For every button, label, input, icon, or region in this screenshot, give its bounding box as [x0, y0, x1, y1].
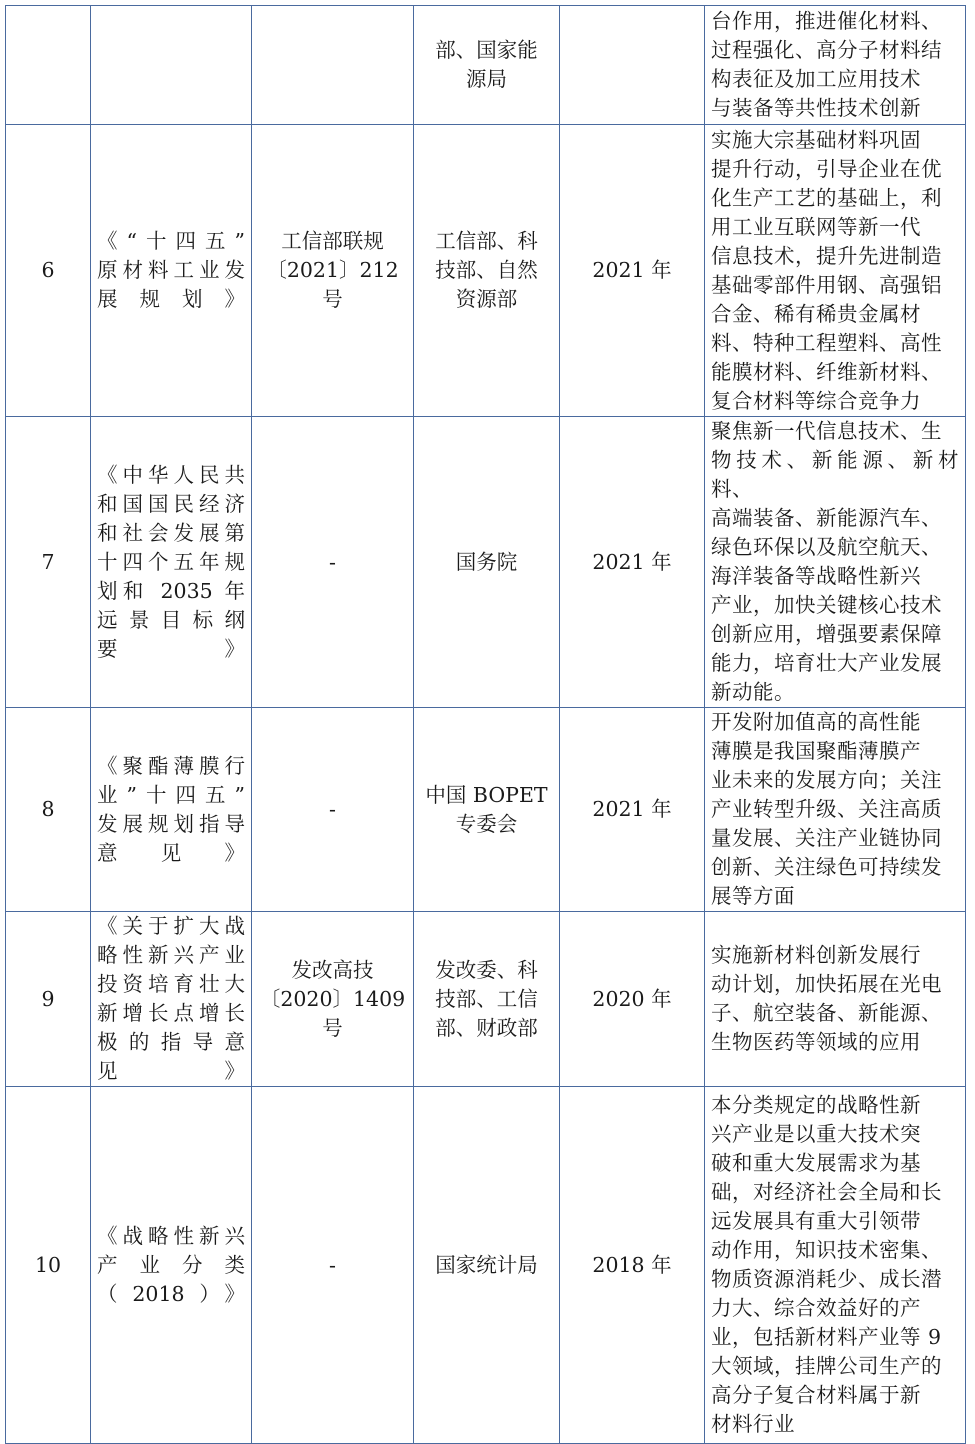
- policy-title-line: 《战略性新兴: [97, 1223, 245, 1248]
- policy-content-line: 复合材料等综合竞争力: [711, 388, 921, 413]
- policy-table: [5, 5, 966, 1444]
- row-number: 10: [6, 1087, 91, 1444]
- policy-content-line: 物技术、新能源、新材料、: [711, 448, 959, 501]
- policy-content-line: 破和重大发展需求为基: [711, 1151, 921, 1175]
- policy-content-line: 能膜材料、纤维新材料、: [711, 359, 942, 384]
- row-number: 6: [6, 125, 91, 417]
- issue-year: 2021 年: [560, 125, 705, 417]
- policy-content-line: 创新、关注绿色可持续发: [711, 855, 942, 879]
- table-row: [6, 125, 966, 417]
- policy-content-line: 大领域，挂牌公司生产的: [711, 1354, 942, 1378]
- table-row: [6, 417, 966, 708]
- document-number-line: 工信部联规: [281, 229, 384, 253]
- issuing-department-line: 技部、自然: [435, 258, 538, 282]
- policy-content-line: 础，对经济社会全局和长: [711, 1180, 942, 1204]
- policy-content-line: 创新应用，增强要素保障: [711, 622, 942, 646]
- policy-content-line: 台作用，推进催化材料、: [711, 9, 942, 33]
- policy-content: [705, 417, 966, 708]
- policy-title-line: 十四个五年规: [97, 549, 245, 574]
- policy-title-line: 划和 2035 年: [97, 578, 245, 603]
- policy-title: [91, 417, 252, 708]
- policy-title: [91, 1087, 252, 1444]
- issuing-department-line: 技部、工信: [435, 986, 538, 1011]
- policy-content-line: 合金、稀有稀贵金属材: [711, 301, 921, 326]
- policy-title-line: 《聚酯薄膜行: [97, 753, 245, 778]
- policy-content: [705, 912, 966, 1087]
- policy-table-body: [6, 6, 966, 1444]
- issuing-department-line: 资源部: [455, 287, 518, 311]
- policy-content-line: 高分子复合材料属于新: [711, 1383, 921, 1407]
- policy-content-line: 实施大宗基础材料巩固: [711, 127, 921, 152]
- policy-content-line: 本分类规定的战略性新: [711, 1093, 921, 1117]
- document-number-line: 发改高技: [291, 957, 374, 982]
- policy-title-line: 意见》: [97, 840, 245, 865]
- table-row: [6, 1087, 966, 1444]
- policy-title-line: 略性新兴产业: [97, 943, 245, 967]
- issuing-department: [414, 708, 560, 912]
- issuing-department: [414, 1087, 560, 1444]
- issuing-department: [414, 912, 560, 1087]
- policy-title-line: 和国国民经济: [97, 491, 245, 516]
- document-number: [252, 417, 414, 708]
- issuing-department-line: 发改委、科: [435, 957, 538, 982]
- policy-title: [91, 6, 252, 125]
- issuing-department-line: 源局: [466, 67, 507, 91]
- policy-content-line: 薄膜是我国聚酯薄膜产: [711, 739, 921, 763]
- policy-title-line: 《“十四五”: [97, 229, 245, 253]
- policy-title: [91, 912, 252, 1087]
- policy-content-line: 物质资源消耗少、成长潜: [711, 1267, 942, 1291]
- policy-content-line: 材料行业: [711, 1412, 795, 1436]
- document-number-line: 号: [322, 1015, 343, 1040]
- policy-content-line: 动计划，加快拓展在光电: [711, 972, 942, 996]
- table-row: [6, 912, 966, 1087]
- policy-content-line: 聚焦新一代信息技术、生: [711, 419, 942, 443]
- policy-title-line: 极的指导意: [97, 1030, 245, 1054]
- policy-content-line: 远发展具有重大引领带: [711, 1209, 921, 1233]
- policy-content-line: 绿色环保以及航空航天、: [711, 535, 942, 559]
- issuing-department-line: 国家统计局: [435, 1252, 538, 1277]
- policy-content-line: 能力，培育壮大产业发展: [711, 651, 942, 675]
- policy-content-line: 产业，加快关键核心技术: [711, 593, 942, 617]
- policy-content-line: 构表征及加工应用技术: [711, 67, 921, 91]
- policy-title-line: 新增长点增长: [97, 1001, 245, 1025]
- issuing-department-line: 国务院: [455, 549, 518, 574]
- issuing-department: [414, 125, 560, 417]
- policy-title-line: （2018）》: [97, 1281, 245, 1306]
- policy-content-line: 海洋装备等战略性新兴: [711, 564, 921, 588]
- policy-content-line: 生物医药等领域的应用: [711, 1030, 921, 1054]
- policy-title: [91, 125, 252, 417]
- issue-year: 2020 年: [560, 912, 705, 1087]
- document-number: [252, 6, 414, 125]
- policy-content-line: 产业转型升级、关注高质: [711, 797, 942, 821]
- issue-year: 2018 年: [560, 1087, 705, 1444]
- policy-content-line: 实施新材料创新发展行: [711, 943, 921, 967]
- policy-title-line: 原材料工业发: [97, 258, 245, 282]
- policy-title-line: 发展规划指导: [97, 811, 245, 836]
- policy-content-line: 过程强化、高分子材料结: [711, 38, 942, 62]
- document-number-line: 号: [322, 287, 343, 311]
- policy-content: [705, 1087, 966, 1444]
- issuing-department-line: 中国 BOPET: [425, 782, 548, 807]
- policy-content: [705, 125, 966, 417]
- issuing-department-line: 部、国家能: [435, 38, 538, 62]
- row-number: 8: [6, 708, 91, 912]
- document-number-line: -: [329, 549, 336, 574]
- issue-year: 2021 年: [560, 708, 705, 912]
- policy-title: [91, 708, 252, 912]
- policy-content: [705, 6, 966, 125]
- policy-content-line: 料、特种工程塑料、高性: [711, 330, 942, 355]
- document-number-line: 〔2021〕212: [266, 258, 399, 282]
- policy-title-line: 投资培育壮大: [97, 972, 245, 996]
- policy-content-line: 子、航空装备、新能源、: [711, 1001, 942, 1025]
- issuing-department: [414, 417, 560, 708]
- document-number: [252, 708, 414, 912]
- policy-content-line: 用工业互联网等新一代: [711, 214, 921, 239]
- table-row: [6, 708, 966, 912]
- policy-title-line: 要》: [97, 636, 245, 661]
- policy-content-line: 展等方面: [711, 884, 795, 908]
- policy-title-line: 远景目标纲: [97, 607, 245, 632]
- policy-title-line: 《中华人民共: [97, 462, 245, 487]
- policy-title-line: 见》: [97, 1059, 245, 1083]
- document-number: [252, 1087, 414, 1444]
- row-number: [6, 6, 91, 125]
- document-number: [252, 125, 414, 417]
- policy-content-line: 开发附加值高的高性能: [711, 710, 921, 734]
- policy-content-line: 新动能。: [711, 680, 795, 704]
- document-number-line: 〔2020〕1409: [259, 986, 406, 1011]
- policy-content-line: 高端装备、新能源汽车、: [711, 506, 942, 530]
- policy-title-line: 《关于扩大战: [97, 914, 245, 938]
- policy-content-line: 业未来的发展方向；关注: [711, 768, 942, 792]
- policy-content-line: 业，包括新材料产业等 9: [711, 1325, 942, 1349]
- table-row: [6, 6, 966, 125]
- policy-content-line: 提升行动，引导企业在优: [711, 156, 942, 181]
- issuing-department-line: 部、财政部: [435, 1015, 538, 1040]
- policy-content-line: 兴产业是以重大技术突: [711, 1122, 921, 1146]
- issuing-department: [414, 6, 560, 125]
- policy-content-line: 量发展、关注产业链协同: [711, 826, 942, 850]
- row-number: 9: [6, 912, 91, 1087]
- policy-title-line: 展规划》: [97, 287, 245, 311]
- policy-title-line: 和社会发展第: [97, 520, 245, 545]
- row-number: 7: [6, 417, 91, 708]
- issuing-department-line: 专委会: [455, 811, 518, 836]
- document-number-line: -: [329, 1252, 336, 1277]
- document-number-line: -: [329, 797, 336, 821]
- policy-title-line: 产业分类: [97, 1252, 245, 1277]
- policy-title-line: 业”十四五”: [97, 782, 245, 807]
- policy-content-line: 信息技术，提升先进制造: [711, 243, 942, 268]
- policy-content-line: 力大、综合效益好的产: [711, 1296, 921, 1320]
- policy-content-line: 化生产工艺的基础上，利: [711, 185, 942, 210]
- issue-year: 2021 年: [560, 417, 705, 708]
- policy-content-line: 与装备等共性技术创新: [711, 96, 921, 120]
- document-number: [252, 912, 414, 1087]
- issuing-department-line: 工信部、科: [435, 229, 538, 253]
- policy-content-line: 基础零部件用钢、高强铝: [711, 272, 942, 297]
- policy-content-line: 动作用，知识技术密集、: [711, 1238, 942, 1262]
- issue-year: [560, 6, 705, 125]
- policy-content: [705, 708, 966, 912]
